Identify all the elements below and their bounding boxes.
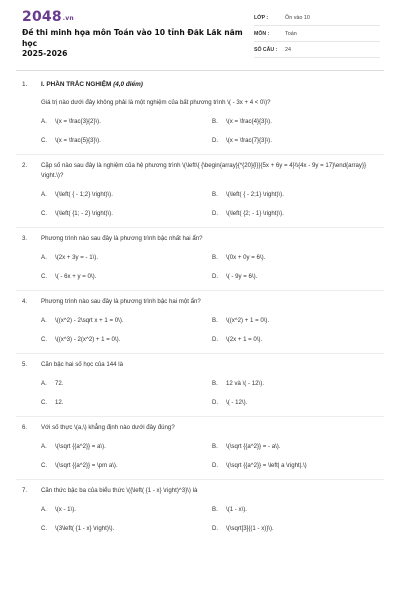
answer-option-b[interactable] bbox=[212, 442, 281, 452]
option-letter: C. bbox=[41, 137, 48, 144]
option-letter: A. bbox=[41, 506, 47, 513]
question-stem bbox=[0, 98, 400, 108]
question-stem bbox=[0, 360, 400, 370]
question-block bbox=[0, 297, 400, 354]
option-letter: D. bbox=[212, 399, 219, 406]
answer-option-c[interactable] bbox=[41, 335, 120, 345]
answer-option-d[interactable] bbox=[212, 335, 262, 345]
question-stem bbox=[0, 234, 400, 244]
answer-option-d[interactable] bbox=[212, 398, 247, 408]
option-text: \(\sqrt[3]{(1 - x)}\). bbox=[226, 525, 274, 532]
answer-options bbox=[0, 244, 400, 290]
meta-row-subject bbox=[254, 29, 380, 42]
option-letter: D. bbox=[212, 462, 219, 469]
section-heading bbox=[0, 80, 400, 92]
answer-option-a[interactable] bbox=[41, 117, 101, 127]
answer-option-c[interactable] bbox=[41, 461, 118, 471]
option-text: \(x = \frac{3}{2}\). bbox=[55, 118, 101, 125]
option-letter: A. bbox=[41, 254, 47, 261]
option-letter: B. bbox=[212, 118, 218, 125]
section-title-text: I. PHẦN TRẮC NGHIỆM bbox=[41, 81, 112, 88]
logo-suffix: .vn bbox=[62, 15, 74, 22]
page-header bbox=[0, 0, 400, 66]
question-stem bbox=[0, 297, 400, 307]
answer-option-d[interactable] bbox=[212, 272, 257, 282]
section-number: 1. bbox=[22, 81, 28, 88]
question-number: 7. bbox=[22, 487, 28, 494]
option-letter: A. bbox=[41, 118, 47, 125]
answer-option-b[interactable] bbox=[212, 379, 264, 389]
question-block bbox=[0, 486, 400, 542]
option-letter: B. bbox=[212, 254, 218, 261]
option-text: \(x - 1\). bbox=[55, 506, 76, 513]
option-text: \((x^3) - 2(x^2) + 1 = 0\). bbox=[55, 336, 121, 343]
option-text: \(1 - x\). bbox=[226, 506, 247, 513]
question-stem bbox=[0, 161, 400, 181]
question-block bbox=[0, 98, 400, 155]
option-text: 72. bbox=[55, 380, 64, 387]
question-text: Với số thực \(a,\) khẳng định nào dưới đây đúng? bbox=[41, 424, 175, 431]
option-text: \(\sqrt {{a^2}} = - a\). bbox=[226, 443, 281, 450]
meta-label: MÔN : bbox=[254, 31, 270, 37]
answer-option-c[interactable] bbox=[41, 398, 63, 408]
meta-row-count bbox=[254, 45, 380, 58]
meta-value: Ôn vào 10 bbox=[285, 15, 310, 21]
question-text: Giá trị nào dưới đây không phải là một nghiệm của bất phương trình \( - 3x + 4 < 0\)? bbox=[41, 99, 271, 106]
option-letter: C. bbox=[41, 525, 48, 532]
answer-option-b[interactable] bbox=[212, 190, 284, 200]
question-block bbox=[0, 234, 400, 291]
answer-option-c[interactable] bbox=[41, 136, 101, 146]
meta-label: SỐ CÂU : bbox=[254, 47, 278, 53]
option-letter: A. bbox=[41, 380, 47, 387]
answer-option-b[interactable] bbox=[212, 117, 272, 127]
option-letter: C. bbox=[41, 399, 48, 406]
answer-options bbox=[0, 181, 400, 227]
answer-option-a[interactable] bbox=[41, 190, 113, 200]
option-letter: A. bbox=[41, 443, 47, 450]
answer-option-d[interactable] bbox=[212, 524, 274, 534]
option-text: \((x^2) - 2\sqrt x + 1 = 0\). bbox=[55, 317, 124, 324]
question-block bbox=[0, 161, 400, 228]
answer-option-a[interactable] bbox=[41, 442, 106, 452]
answer-option-a[interactable] bbox=[41, 253, 98, 263]
question-list bbox=[0, 80, 400, 542]
option-text: \(x = \frac{7}{3}\). bbox=[226, 137, 272, 144]
logo-text: 2048 bbox=[22, 9, 62, 25]
title-line-2: 2025-2026 bbox=[22, 49, 68, 58]
option-text: \(x = \frac{5}{3}\). bbox=[55, 137, 101, 144]
option-letter: B. bbox=[212, 317, 218, 324]
answer-options bbox=[0, 433, 400, 479]
answer-option-d[interactable] bbox=[212, 209, 284, 219]
question-separator bbox=[16, 353, 384, 354]
option-text: \(\sqrt {{a^2}} = \pm a\). bbox=[55, 462, 118, 469]
option-letter: C. bbox=[41, 210, 48, 217]
meta-panel bbox=[254, 13, 380, 61]
section-note: (4,0 điểm) bbox=[113, 81, 143, 88]
question-text: Cặp số nào sau đây là nghiệm của hệ phương trình \(\left\{ {\begin{array}{*{20}{l}}{5x + 6y = 4}\\{4x - 9y = 17}\end{array}} \right.\)? bbox=[41, 162, 367, 179]
answer-option-d[interactable] bbox=[212, 136, 272, 146]
question-separator bbox=[16, 154, 384, 155]
option-text: \(\left( { - 2;1} \right)\). bbox=[226, 191, 284, 198]
meta-row-class bbox=[254, 13, 380, 26]
question-number: 5. bbox=[22, 361, 28, 368]
logo[interactable] bbox=[22, 9, 74, 25]
answer-options bbox=[0, 496, 400, 542]
answer-option-a[interactable] bbox=[41, 505, 76, 515]
answer-option-a[interactable] bbox=[41, 379, 63, 389]
option-text: \(\left( { - 1;2} \right)\). bbox=[55, 191, 113, 198]
option-letter: B. bbox=[212, 380, 218, 387]
option-text: \(\sqrt {{a^2}} = a\). bbox=[55, 443, 106, 450]
question-text: Phương trình nào sau đây là phương trình bậc nhất hai ẩn? bbox=[41, 235, 203, 242]
option-letter: D. bbox=[212, 210, 219, 217]
option-text: \(\sqrt {{a^2}} = \left| a \right|.\) bbox=[226, 462, 307, 469]
option-letter: B. bbox=[212, 506, 218, 513]
option-text: \(2x + 3y = - 1\). bbox=[55, 254, 99, 261]
meta-label: LỚP : bbox=[254, 15, 269, 21]
option-letter: C. bbox=[41, 273, 48, 280]
option-text: \( - 12\). bbox=[226, 399, 248, 406]
question-separator bbox=[16, 227, 384, 228]
answer-options bbox=[0, 370, 400, 416]
option-text: 12 và \( - 12\). bbox=[226, 380, 264, 387]
question-text: Căn bậc hai số học của 144 là bbox=[41, 361, 123, 368]
answer-option-a[interactable] bbox=[41, 316, 124, 326]
question-separator bbox=[16, 290, 384, 291]
answer-options bbox=[0, 307, 400, 353]
option-letter: A. bbox=[41, 191, 47, 198]
meta-value: 24 bbox=[285, 47, 291, 53]
option-letter: C. bbox=[41, 462, 48, 469]
option-text: \(0x + 0y = 6\). bbox=[226, 254, 266, 261]
question-separator bbox=[16, 416, 384, 417]
option-text: \(3\left( {1 - x} \right)\). bbox=[55, 525, 115, 532]
option-text: \(x = \frac{4}{3}\). bbox=[226, 118, 272, 125]
answer-option-b[interactable] bbox=[212, 253, 265, 263]
answer-option-c[interactable] bbox=[41, 272, 96, 282]
question-stem bbox=[0, 486, 400, 496]
question-text: Phương trình nào sau đây là phương trình bậc hai một ẩn? bbox=[41, 298, 201, 305]
option-letter: B. bbox=[212, 191, 218, 198]
option-letter: D. bbox=[212, 137, 219, 144]
option-text: 12. bbox=[55, 399, 64, 406]
option-text: \(\left( {2; - 1} \right)\). bbox=[226, 210, 284, 217]
answer-option-c[interactable] bbox=[41, 209, 113, 219]
option-text: \(2x + 1 = 0\). bbox=[226, 336, 263, 343]
question-text: Căn thức bậc ba của biểu thức \({\left( {1 - x} \right)^3}\) là bbox=[41, 487, 198, 494]
title-line-1: Đề thi minh họa môn Toán vào 10 tỉnh Đăk Lăk năm học bbox=[22, 28, 243, 48]
meta-value: Toán bbox=[285, 31, 297, 37]
answer-option-c[interactable] bbox=[41, 524, 114, 534]
question-number: 4. bbox=[22, 298, 28, 305]
answer-option-b[interactable] bbox=[212, 505, 247, 515]
answer-option-d[interactable] bbox=[212, 461, 307, 471]
answer-option-b[interactable] bbox=[212, 316, 269, 326]
option-letter: D. bbox=[212, 273, 219, 280]
question-number: 2. bbox=[22, 162, 28, 169]
option-text: \( - 6x + y = 0\). bbox=[55, 273, 97, 280]
option-text: \(\left( {1; - 2} \right)\). bbox=[55, 210, 113, 217]
answer-options bbox=[0, 108, 400, 154]
option-text: \((x^2) + 1 = 0\). bbox=[226, 317, 270, 324]
question-block bbox=[0, 423, 400, 480]
question-stem bbox=[0, 423, 400, 433]
option-text: \( - 9y = 6\). bbox=[226, 273, 258, 280]
question-number: 6. bbox=[22, 424, 28, 431]
question-number: 3. bbox=[22, 235, 28, 242]
option-letter: A. bbox=[41, 317, 47, 324]
option-letter: B. bbox=[212, 443, 218, 450]
option-letter: D. bbox=[212, 525, 219, 532]
page-title bbox=[22, 28, 247, 60]
question-block bbox=[0, 360, 400, 417]
option-letter: C. bbox=[41, 336, 48, 343]
section-title bbox=[41, 81, 143, 88]
header-divider bbox=[16, 70, 384, 71]
question-separator bbox=[16, 479, 384, 480]
option-letter: D. bbox=[212, 336, 219, 343]
